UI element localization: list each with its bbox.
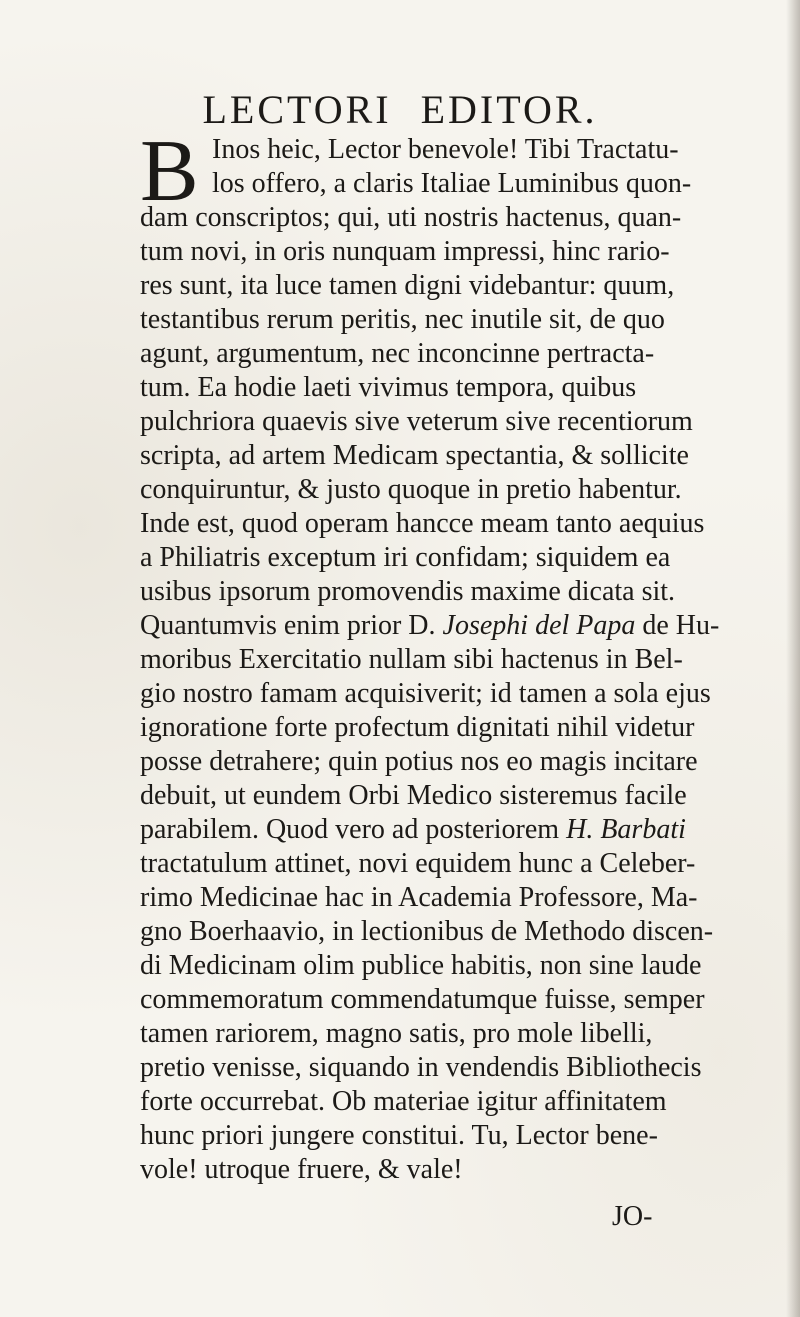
drop-cap-letter: B <box>140 123 199 220</box>
text-line: dam conscriptos; qui, uti nostris hactenus, quan- <box>140 202 682 233</box>
catchword: JO- <box>612 1201 653 1232</box>
text-run: de Hu- <box>635 610 720 641</box>
text-line: ignoratione forte profectum dignitati nihil videtur <box>140 712 695 743</box>
text-line: tum novi, in oris nunquam impressi, hinc rario- <box>140 236 670 267</box>
text-line: los offero, a claris Italiae Luminibus quon- <box>212 168 692 199</box>
text-line: forte occurrebat. Ob materiae igitur affinitatem <box>140 1086 667 1117</box>
text-line: gno Boerhaavio, in lectionibus de Methodo discen- <box>140 916 714 947</box>
text-line: testantibus rerum peritis, nec inutile sit, de quo <box>140 304 665 335</box>
text-line: Inde est, quod operam hancce meam tanto aequius <box>140 508 705 539</box>
text-line: tamen rariorem, magno satis, pro mole libelli, <box>140 1018 653 1049</box>
text-line: hunc priori jungere constitui. Tu, Lector bene- <box>140 1120 658 1151</box>
text-line: res sunt, ita luce tamen digni videbantur: quum, <box>140 270 675 301</box>
text-line: gio nostro famam acquisiverit; id tamen a sola ejus <box>140 678 711 709</box>
author-name-italic: Josephi del Papa <box>442 610 636 641</box>
text-line <box>140 813 686 847</box>
text-line: agunt, argumentum, nec inconcinne pertracta- <box>140 338 655 369</box>
text-line: Inos heic, Lector benevole! Tibi Tractatu- <box>212 134 679 165</box>
text-line: a Philiatris exceptum iri confidam; siquidem ea <box>140 542 671 573</box>
text-line: rimo Medicinae hac in Academia Professore, Ma- <box>140 882 698 913</box>
text-line: tum. Ea hodie laeti vivimus tempora, quibus <box>140 372 637 403</box>
page-heading <box>0 86 800 133</box>
text-line <box>140 609 719 643</box>
heading-word-lectori: LECTORI <box>202 87 392 132</box>
text-line: scripta, ad artem Medicam spectantia, & sollicite <box>140 440 689 471</box>
text-line: commemoratum commendatumque fuisse, semper <box>140 984 705 1015</box>
text-line: moribus Exercitatio nullam sibi hactenus in Bel- <box>140 644 683 675</box>
text-line: debuit, ut eundem Orbi Medico sisteremus facile <box>140 780 687 811</box>
text-line: vole! utroque fruere, & vale! <box>140 1154 463 1185</box>
text-line: pulchriora quaevis sive veterum sive recentiorum <box>140 406 693 437</box>
text-line: tractatulum attinet, novi equidem hunc a Celeber- <box>140 848 696 879</box>
heading-word-editor: EDITOR. <box>420 87 598 132</box>
text-line: conquiruntur, & justo quoque in pretio habentur. <box>140 474 682 505</box>
text-run: Quantumvis enim prior D. <box>140 610 443 641</box>
text-run: parabilem. Quod vero ad posteriorem <box>140 814 567 845</box>
page-edge-shadow <box>786 0 800 1317</box>
author-name-italic: H. Barbati <box>566 814 686 845</box>
text-line: usibus ipsorum promovendis maxime dicata sit. <box>140 576 676 607</box>
text-line: posse detrahere; quin potius nos eo magis incitare <box>140 746 698 777</box>
text-line: pretio venisse, siquando in vendendis Bibliothecis <box>140 1052 702 1083</box>
text-line: di Medicinam olim publice habitis, non sine laude <box>140 950 702 981</box>
